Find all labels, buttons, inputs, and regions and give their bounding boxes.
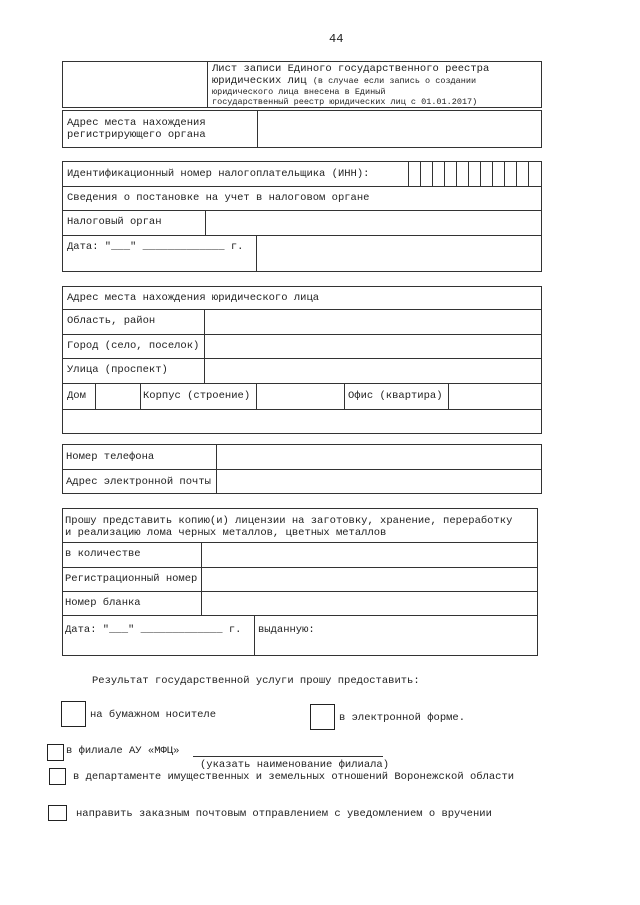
house-field[interactable]	[96, 384, 139, 408]
registering-authority-address-field[interactable]	[258, 111, 541, 147]
phone-label: Номер телефона	[66, 451, 155, 463]
paper-option-checkbox[interactable]	[61, 701, 86, 727]
mail-option-label: направить заказным почтовым отправлением с уведомлением о вручении	[76, 808, 492, 820]
tax-registration-label: Сведения о постановке на учет в налоговом органе	[67, 192, 370, 204]
quantity-label: в количестве	[65, 548, 141, 560]
region-field[interactable]	[205, 310, 541, 333]
department-option-checkbox[interactable]	[49, 768, 66, 785]
electronic-option-label: в электронной форме.	[339, 712, 466, 724]
building-field[interactable]	[257, 384, 343, 408]
quantity-field[interactable]	[202, 543, 537, 566]
reg-number-label: Регистрационный номер	[65, 573, 198, 585]
registry-title-line2: юридических лиц (в случае если запись о создании	[212, 75, 477, 87]
blank-number-label: Номер бланка	[65, 597, 141, 609]
city-field[interactable]	[205, 335, 541, 357]
building-label: Корпус (строение)	[143, 390, 251, 402]
legal-address-header: Адрес места нахождения юридического лица	[67, 292, 320, 304]
phone-field[interactable]	[217, 445, 541, 468]
tax-date-extra-field[interactable]	[257, 236, 541, 271]
issued-field[interactable]	[320, 616, 537, 655]
result-intro: Результат государственной услуги прошу предоставить:	[92, 675, 420, 687]
inn-label: Идентификационный номер налогоплательщика (ИНН):	[67, 168, 370, 180]
blank-number-field[interactable]	[202, 592, 537, 614]
mfc-option-label: в филиале АУ «МФЦ»	[66, 745, 180, 757]
registry-note-line4: государственный реестр юридических лиц с 01.01.2017)	[212, 97, 478, 107]
registering-authority-address-label: Адрес места нахождения регистрирующего органа	[67, 117, 206, 141]
registry-note-line3: юридического лица внесена в Единый	[212, 87, 386, 97]
paper-option-label: на бумажном носителе	[90, 709, 217, 721]
reg-number-field[interactable]	[202, 568, 537, 590]
license-date-label[interactable]: Дата: "___" _____________ г.	[65, 624, 242, 636]
mfc-branch-name-field[interactable]	[193, 756, 383, 757]
mail-option-checkbox[interactable]	[48, 805, 67, 821]
house-label: Дом	[67, 390, 86, 402]
street-field[interactable]	[205, 359, 541, 382]
issued-label: выданную:	[258, 624, 315, 636]
address-extra-field[interactable]	[63, 410, 541, 433]
electronic-option-checkbox[interactable]	[310, 704, 335, 730]
page-number: 44	[329, 32, 344, 46]
tax-date-label[interactable]: Дата: "___" _____________ г.	[67, 241, 244, 253]
office-field[interactable]	[449, 384, 541, 408]
office-label: Офис (квартира)	[348, 390, 443, 402]
mfc-option-checkbox[interactable]	[47, 744, 64, 761]
registry-title-line1: Лист записи Единого государственного реестра	[212, 63, 490, 75]
city-label: Город (село, поселок)	[67, 340, 200, 352]
email-field[interactable]	[217, 470, 541, 493]
email-label: Адрес электронной почты	[66, 476, 211, 488]
street-label: Улица (проспект)	[67, 364, 168, 376]
department-option-label: в департаменте имущественных и земельных отношений Воронежской области	[73, 771, 515, 783]
region-label: Область, район	[67, 315, 156, 327]
mfc-branch-hint: (указать наименование филиала)	[200, 759, 390, 771]
tax-authority-field[interactable]	[206, 211, 541, 234]
license-request-text: Прошу представить копию(и) лицензии на заготовку, хранение, переработку и реализацию лома черных металлов, цветных металлов	[65, 515, 513, 539]
tax-authority-label: Налоговый орган	[67, 216, 162, 228]
registry-code-field[interactable]	[63, 62, 206, 107]
